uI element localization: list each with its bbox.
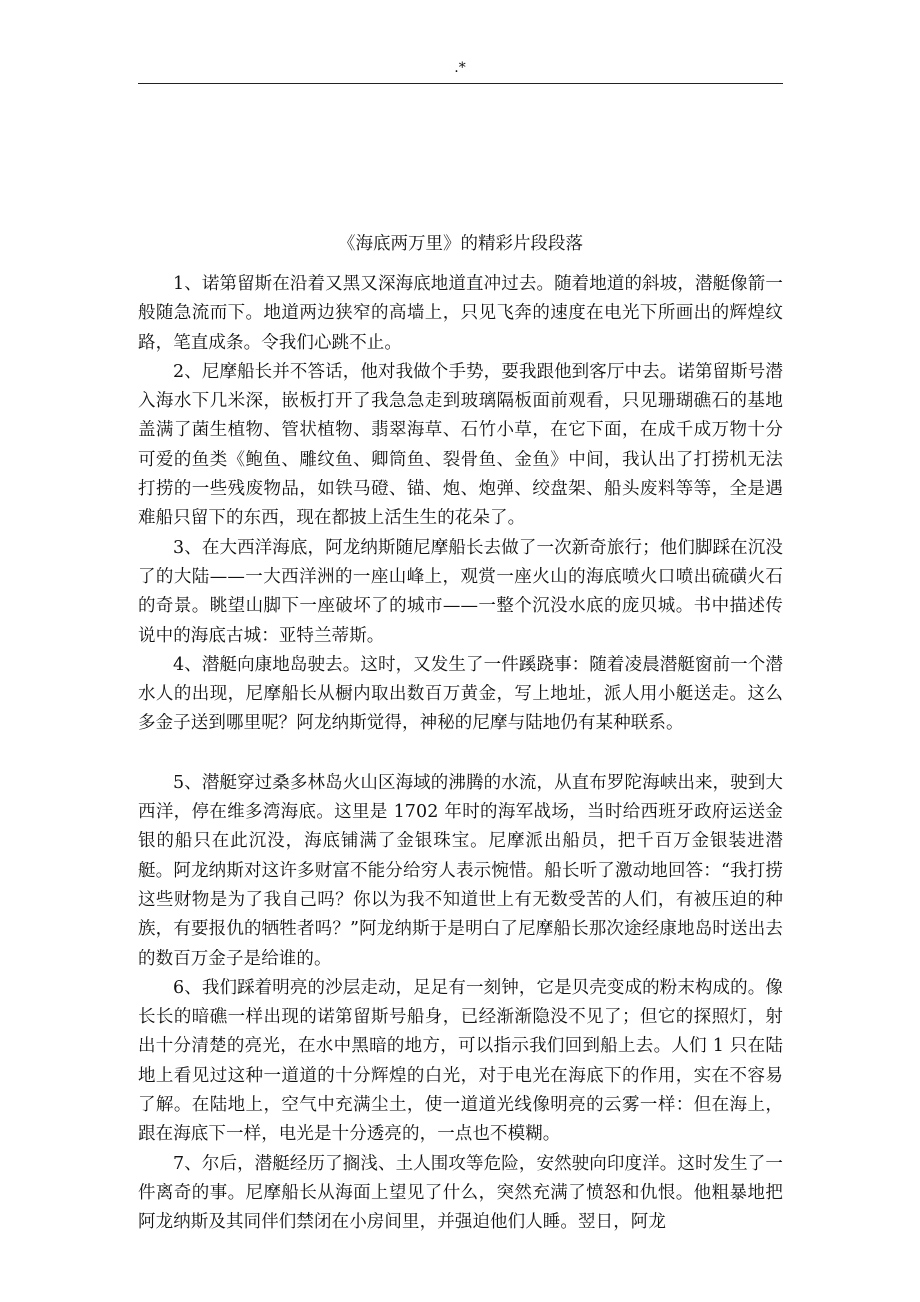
document-body (138, 270, 783, 1238)
paragraph-6: 6、我们踩着明亮的沙层走动，足足有一刻钟，它是贝壳变成的粉末构成的。像长长的暗礁一样出现的诺第留斯号船身，已经渐渐隐没不见了；但它的探照灯，射出十分清楚的亮光，在水中黑暗的地方，可以指示我们回到船上去。人们 1 只在陆地上看见过这种一道道的十分辉煌的白光，对于电光在海底下的作用，实在不容易了解。在陆地上，空气中充满尘土，使一道道光线像明亮的云雾一样：但在海上，跟在海底下一样，电光是十分透亮的，一点也不模糊。 (138, 977, 783, 1145)
header-rule (138, 83, 783, 84)
paragraph-4: 4、潜艇向康地岛驶去。这时，又发生了一件蹊跷事：随着凌晨潜艇窗前一个潜水人的出现，尼摩船长从橱内取出数百万黄金，写上地址，派人用小艇送走。这么多金子送到哪里呢？阿龙纳斯觉得，神秘的尼摩与陆地仍有某种联系。 (138, 654, 783, 734)
paragraph-3: 3、在大西洋海底，阿龙纳斯随尼摩船长去做了一次新奇旅行；他们脚踩在沉没了的大陆——一大西洋洲的一座山峰上，观赏一座火山的海底喷火口喷出硫磺火石的奇景。眺望山脚下一座破坏了的城市——一整个沉没水底的庞贝城。书中描述传说中的海底古城：亚特兰蒂斯。 (138, 537, 783, 646)
paragraph-2: 2、尼摩船长并不答话，他对我做个手势，要我跟他到客厅中去。诺第留斯号潜入海水下几米深，嵌板打开了我急急走到玻璃隔板面前观看，只见珊瑚礁石的基地盖满了菌生植物、管状植物、翡翠海草、石竹小草，在它下面，在成千成万物十分可爱的鱼类《鲍鱼、雕纹鱼、卿筒鱼、裂骨鱼、金鱼》中间，我认出了打捞机无法打捞的一些残废物品，如铁马磴、锚、炮、炮弹、绞盘架、船头废料等等，全是遇难船只留下的东西，现在都披上活生生的花朵了。 (138, 361, 783, 529)
paragraph-1: 1、诺第留斯在沿着又黑又深海底地道直冲过去。随着地道的斜坡，潜艇像箭一般随急流而下。地道两边狭窄的高墙上，只见飞奔的速度在电光下所画出的辉煌纹路，笔直成条。令我们心跳不止。 (138, 274, 783, 353)
paragraph-5: 5、潜艇穿过桑多林岛火山区海域的沸腾的水流，从直布罗陀海峡出来，驶到大西洋，停在维多湾海底。这里是 1702 年时的海军战场，当时给西班牙政府运送金银的船只在此沉没，海底铺满了金银珠宝。尼摩派出船员，把千百万金银装进潜艇。阿龙纳斯对这许多财富不能分给穷人表示惋惜。船长听了激动地回答：“我打捞这些财物是为了我自己吗？你以为我不知道世上有无数受苦的人们，有被压迫的种族，有要报仇的牺牲者吗？”阿龙纳斯于是明白了尼摩船长那次途经康地岛时送出去的数百万金子是给谁的。 (138, 772, 783, 969)
paragraph-7: 7、尔后，潜艇经历了搁浅、土人围攻等危险，安然驶向印度洋。这时发生了一件离奇的事。尼摩船长从海面上望见了什么，突然充满了愤怒和仇恨。他粗暴地把阿龙纳斯及其同伴们禁闭在小房间里，并强迫他们人睡。翌日，阿龙 (138, 1153, 783, 1233)
document-title: 《海底两万里》的精彩片段段落 (338, 234, 583, 254)
header-mark: .* (454, 60, 466, 76)
